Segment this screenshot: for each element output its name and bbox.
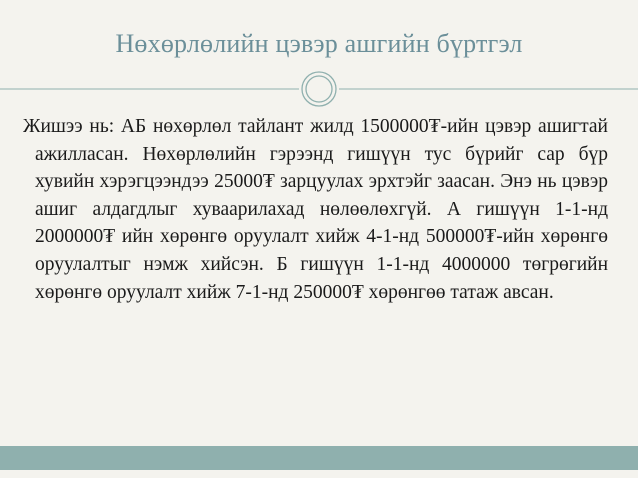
footer-band xyxy=(0,446,638,470)
title-divider xyxy=(0,70,638,110)
slide-body-text: Жишээ нь: АБ нөхөрлөл тайлант жилд 1500000₮-ийн цэвэр ашигтай ажилласан. Нөхөрлөлийн гэрээнд гишүүн тус бүрийг сар бүр хувийн хэрэгцээндээ 25000₮ зарцуулах эрхтэйг заасан. Энэ нь цэвэр ашиг алдагдлыг хуваарилахад нөлөөлөхгүй. А гишүүн 1-1-нд 2000000₮ ийн хөрөнгө оруулалт хийж 4-1-нд 500000₮-ийн хөрөнгө оруулалтыг нэмж хийсэн. Б гишүүн 1-1-нд 4000000 төгрөгийн хөрөнгө оруулалт хийж 7-1-нд 250000₮ хөрөнгөө татаж авсан. xyxy=(23,116,608,303)
slide-title: Нөхөрлөлийн цэвэр ашгийн бүртгэл xyxy=(115,29,523,58)
double-circle-icon xyxy=(302,72,336,106)
